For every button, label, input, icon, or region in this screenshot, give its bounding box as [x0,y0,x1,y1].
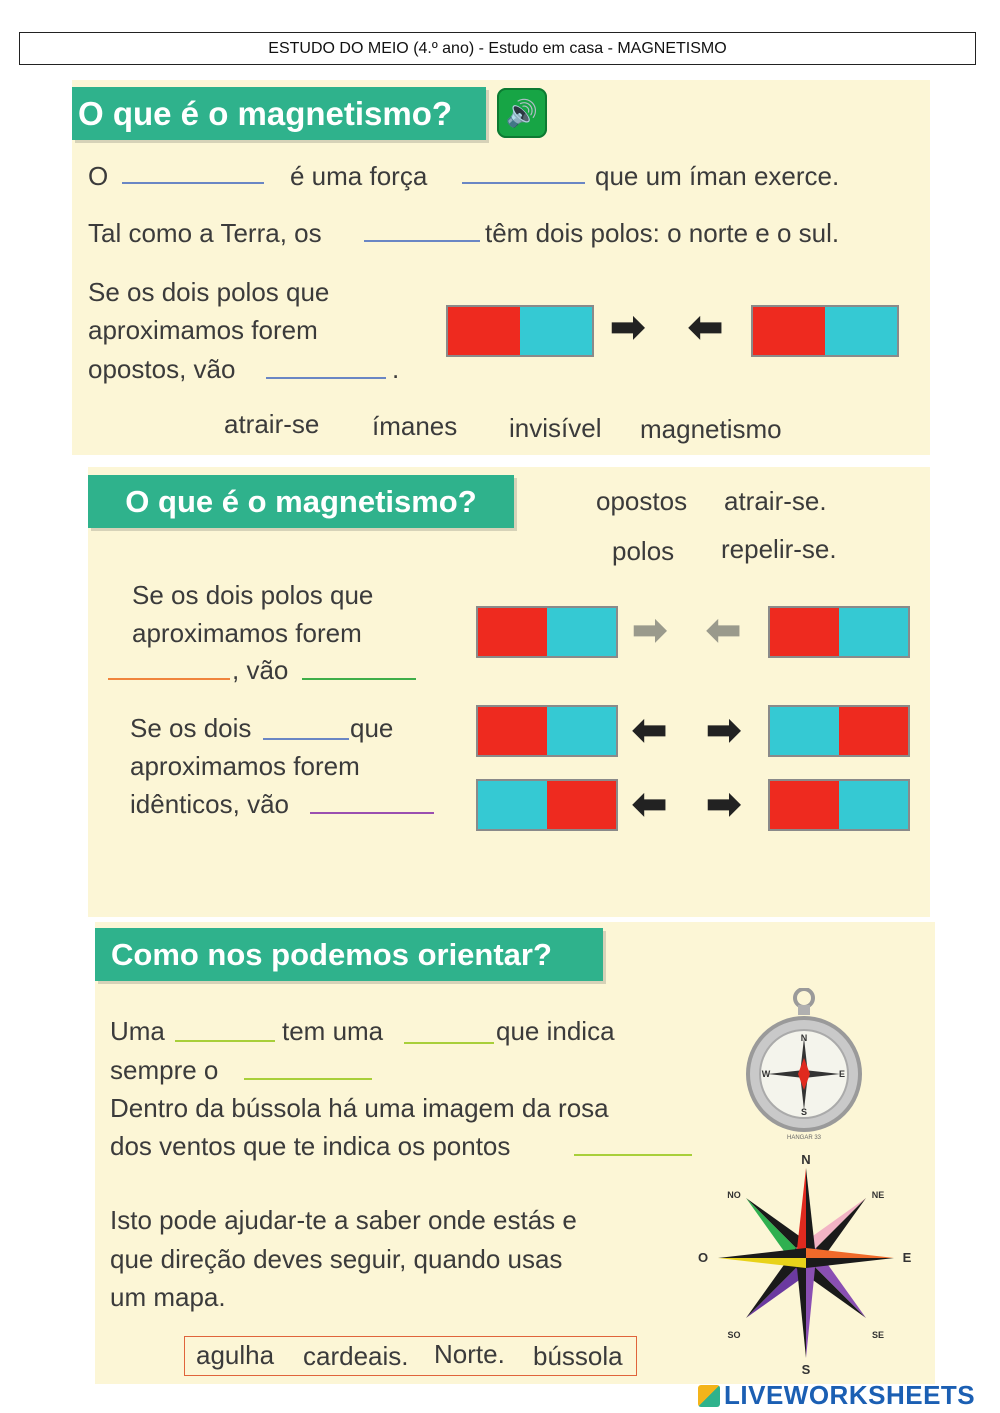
s3-blank-cardeais[interactable] [574,1154,692,1156]
s1-line3a: Se os dois polos que [88,277,330,307]
s3-line4: dos ventos que te indica os pontos [110,1131,511,1161]
s1-word-imanes[interactable]: ímanes [372,411,458,441]
s3-word-agulha[interactable]: agulha [196,1340,275,1370]
s3-blank-bussola[interactable] [175,1040,275,1042]
s2-block1-line1: Se os dois polos que [132,580,374,610]
s3-para2-line1: Isto pode ajudar-te a saber onde estás e [110,1205,577,1235]
s3-word-norte[interactable]: Norte. [434,1339,505,1369]
s1-arrow-right-icon: ➡ [610,303,646,350]
s2-word-opostos[interactable]: opostos [596,486,688,516]
s3-w1: Uma [110,1016,165,1046]
s1-magnet-left [446,305,594,357]
rose-so: SO [727,1330,741,1340]
speaker-button[interactable] [497,88,547,138]
s2-block2-after: que [350,713,394,743]
s1-line1-end: que um íman exerce. [595,161,840,191]
s1-arrow-left-icon: ⬅ [688,303,724,350]
s1-blank-atrair[interactable] [266,377,386,379]
s1-line2-end: têm dois polos: o norte e o sul. [485,218,840,248]
section-3-title-text: Como nos podemos orientar? [111,936,552,972]
s1-blank-imanes[interactable] [364,240,480,242]
section-2-title-text: O que é o magnetismo? [125,483,477,519]
rose-s: S [801,1362,811,1377]
worksheet-header [19,32,976,65]
s3-line3: Dentro da bússola há uma imagem da rosa [110,1093,609,1123]
s1-line1-start: O [88,161,109,191]
s1-blank-invisivel[interactable] [462,182,585,184]
s1-word-magnetismo[interactable]: magnetismo [640,414,782,444]
s3-blank-norte[interactable] [244,1078,372,1080]
s1-magnet-right [751,305,899,357]
liveworksheets-logo-text: LIVEWORKSHEETS [724,1380,976,1410]
rose-n: N [801,1152,811,1167]
rose-e: E [902,1250,912,1265]
section-2-title [88,475,514,528]
rose-ne: NE [871,1190,885,1200]
s2-magnet-row2-right [768,705,910,757]
s2-blank-atrair[interactable] [302,678,416,680]
section-3-title [95,928,603,981]
s1-line3-period: . [392,354,400,384]
s3-word-bussola[interactable]: bússola [533,1341,623,1371]
compass-s: S [800,1107,808,1117]
s1-blank-magnetismo[interactable] [122,182,264,184]
s2-magnet-row1-left [476,606,618,658]
section-1-title [72,87,486,140]
wind-rose-icon [718,1168,894,1358]
s3-word-cardeais[interactable]: cardeais. [303,1341,409,1371]
speaker-icon: 🔊 [505,97,539,128]
s2-word-repelir[interactable]: repelir-se. [721,534,837,564]
rose-se: SE [871,1330,885,1340]
s2-block2-line3: idênticos, vão [130,789,289,819]
s2-magnet-row3-left [476,779,618,831]
compass-e: E [838,1069,846,1079]
liveworksheets-badge-icon [698,1385,720,1407]
s3-para2-line3: um mapa. [110,1282,226,1312]
compass-w: W [761,1069,771,1079]
s2-row2-arrow-left-icon: ⬅ [632,706,668,753]
rose-o: O [697,1250,709,1265]
s1-word-atrair[interactable]: atrair-se [224,409,320,439]
compass-n: N [800,1033,808,1043]
s2-row3-arrow-left-icon: ⬅ [632,780,668,827]
s2-blank-polos[interactable] [263,738,349,740]
s3-w3: que indica [496,1016,615,1046]
s1-line1-middle: é uma força [290,161,428,191]
s3-blank-agulha[interactable] [404,1042,494,1044]
s2-row2-arrow-right-icon: ➡ [706,706,742,753]
rose-no: NO [727,1190,741,1200]
s2-block1-line3: , vão [232,655,289,685]
section-1-title-text: O que é o magnetismo? [78,94,453,132]
s2-block2-start: Se os dois [130,713,252,743]
s1-line2-start: Tal como a Terra, os [88,218,322,248]
s2-row1-arrow-left-icon: ⬅ [706,606,742,653]
s2-word-atrair[interactable]: atrair-se. [724,486,827,516]
s1-word-invisivel[interactable]: invisível [509,413,602,443]
s1-line3b: aproximamos forem [88,315,318,345]
s2-word-polos[interactable]: polos [612,536,675,566]
s2-block2-line2: aproximamos forem [130,751,360,781]
liveworksheets-logo [698,1380,975,1411]
s2-row3-arrow-right-icon: ➡ [706,780,742,827]
s2-magnet-row3-right [768,779,910,831]
s2-row1-arrow-right-icon: ➡ [632,606,668,653]
compass-brand: HANGAR 33 [786,1135,822,1141]
s3-w4: sempre o [110,1055,219,1085]
s3-w2: tem uma [282,1016,384,1046]
wind-rose-illustration [694,1152,918,1378]
s2-magnet-row1-right [768,606,910,658]
s1-line3c: opostos, vão [88,354,236,384]
s2-magnet-row2-left [476,705,618,757]
worksheet-title: ESTUDO DO MEIO (4.º ano) - Estudo em casa - MAGNETISMO [268,39,727,57]
s2-block1-line2: aproximamos forem [132,618,362,648]
s2-blank-repelir[interactable] [310,812,434,814]
compass-illustration [740,988,870,1143]
s3-para2-line2: que direção deves seguir, quando usas [110,1244,563,1274]
s2-blank-opostos[interactable] [108,678,230,680]
